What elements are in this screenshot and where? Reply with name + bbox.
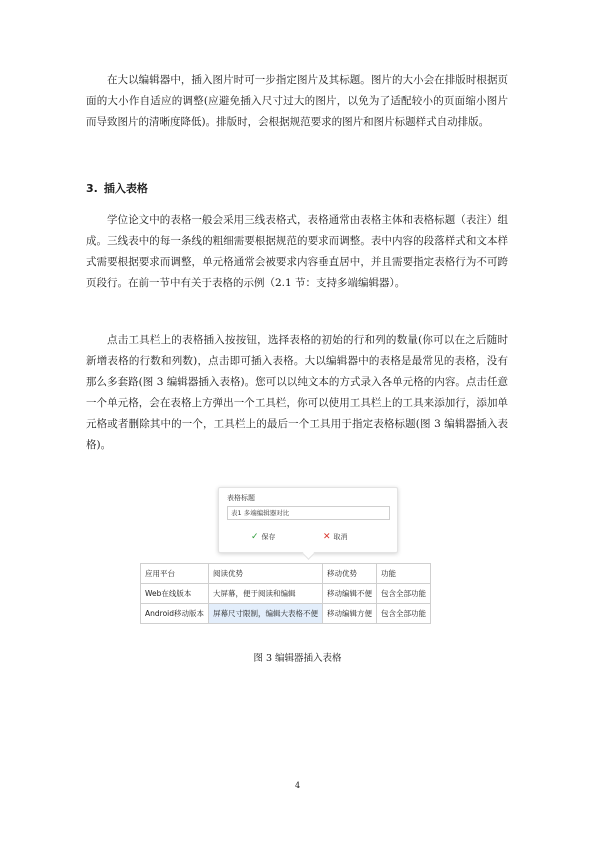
close-icon: ✕ <box>323 531 331 542</box>
paragraph-image-insertion: 在大以编辑器中，插入图片时可一步指定图片及其标题。图片的大小会在排版时根据页面的大小作自适应的调整(应避免插入尺寸过大的图片，以免为了适配较小的页面缩小图片而导致图片的清晰度降低)。排版时，会根据规范要求的图片和图片标题样式自动排版。 <box>86 74 508 128</box>
table-header-cell[interactable]: 阅读优势 <box>209 564 323 584</box>
popup-title: 表格标题 <box>227 494 255 502</box>
table-caption-popup <box>218 487 398 553</box>
section-title: 插入表格 <box>103 182 148 195</box>
table-cell[interactable]: 移动编辑不便 <box>323 584 377 604</box>
table-row <box>141 604 431 624</box>
table-header-cell[interactable]: 功能 <box>377 564 431 584</box>
paragraph-table-toolbar: 点击工具栏上的表格插入按按钮，选择表格的初始的行和列的数量(你可以在之后随时新增表格的行数和列数)，点击即可插入表格。大以编辑器中的表格是最常见的表格，没有那么多套路(图 3 编辑器插入表格)。您可以以纯文本的方式录入各单元格的内容。点击任意一个单元格，会在表格上方弹出一个工具栏，你可以使用工具栏上的工具来添加行，添加单元格或者删除其中的一个，工具栏上的最后一个工具用于指定表格标题(图 3 编辑器插入表格)。 <box>86 334 508 451</box>
table-cell[interactable]: 包含全部功能 <box>377 584 431 604</box>
table-header-cell[interactable]: 应用平台 <box>141 564 209 584</box>
table-cell[interactable]: Web在线版本 <box>141 584 209 604</box>
save-label: 保存 <box>261 533 276 541</box>
cancel-button[interactable] <box>323 532 348 542</box>
table-cell[interactable]: 大屏幕，便于阅读和编辑 <box>209 584 323 604</box>
editor-table <box>140 563 431 624</box>
table-caption-input[interactable]: 表1 多端编辑器对比 <box>227 506 390 520</box>
figure-editor-table <box>140 487 476 627</box>
figure-caption: 图 3 编辑器插入表格 <box>253 653 342 664</box>
cancel-label: 取消 <box>333 533 348 541</box>
paragraph-three-line-table: 学位论文中的表格一般会采用三线表格式，表格通常由表格主体和表格标题（表注）组成。三线表中的每一条线的粗细需要根据规范的要求而调整。表中内容的段落样式和文本样式需要根据要求而调整，单元格通常会被要求内容垂直居中，并且需要指定表格行为不可跨页段行。在前一节中有关于表格的示例（2.1 节：支持多端编辑器）。 <box>86 214 508 289</box>
table-header-cell[interactable]: 移动优势 <box>323 564 377 584</box>
section-heading <box>86 180 154 196</box>
table-cell-selected[interactable]: 屏幕尺寸限制，编辑大表格不便 <box>209 604 323 624</box>
table-header-row <box>141 564 431 584</box>
section-number: 3. <box>86 182 98 195</box>
table-cell[interactable]: Android移动版本 <box>141 604 209 624</box>
table-cell[interactable]: 移动编辑方便 <box>323 604 377 624</box>
table-row <box>141 584 431 604</box>
save-button[interactable] <box>251 532 276 542</box>
page-number: 4 <box>294 781 301 790</box>
check-icon: ✓ <box>251 531 259 542</box>
table-cell[interactable]: 包含全部功能 <box>377 604 431 624</box>
